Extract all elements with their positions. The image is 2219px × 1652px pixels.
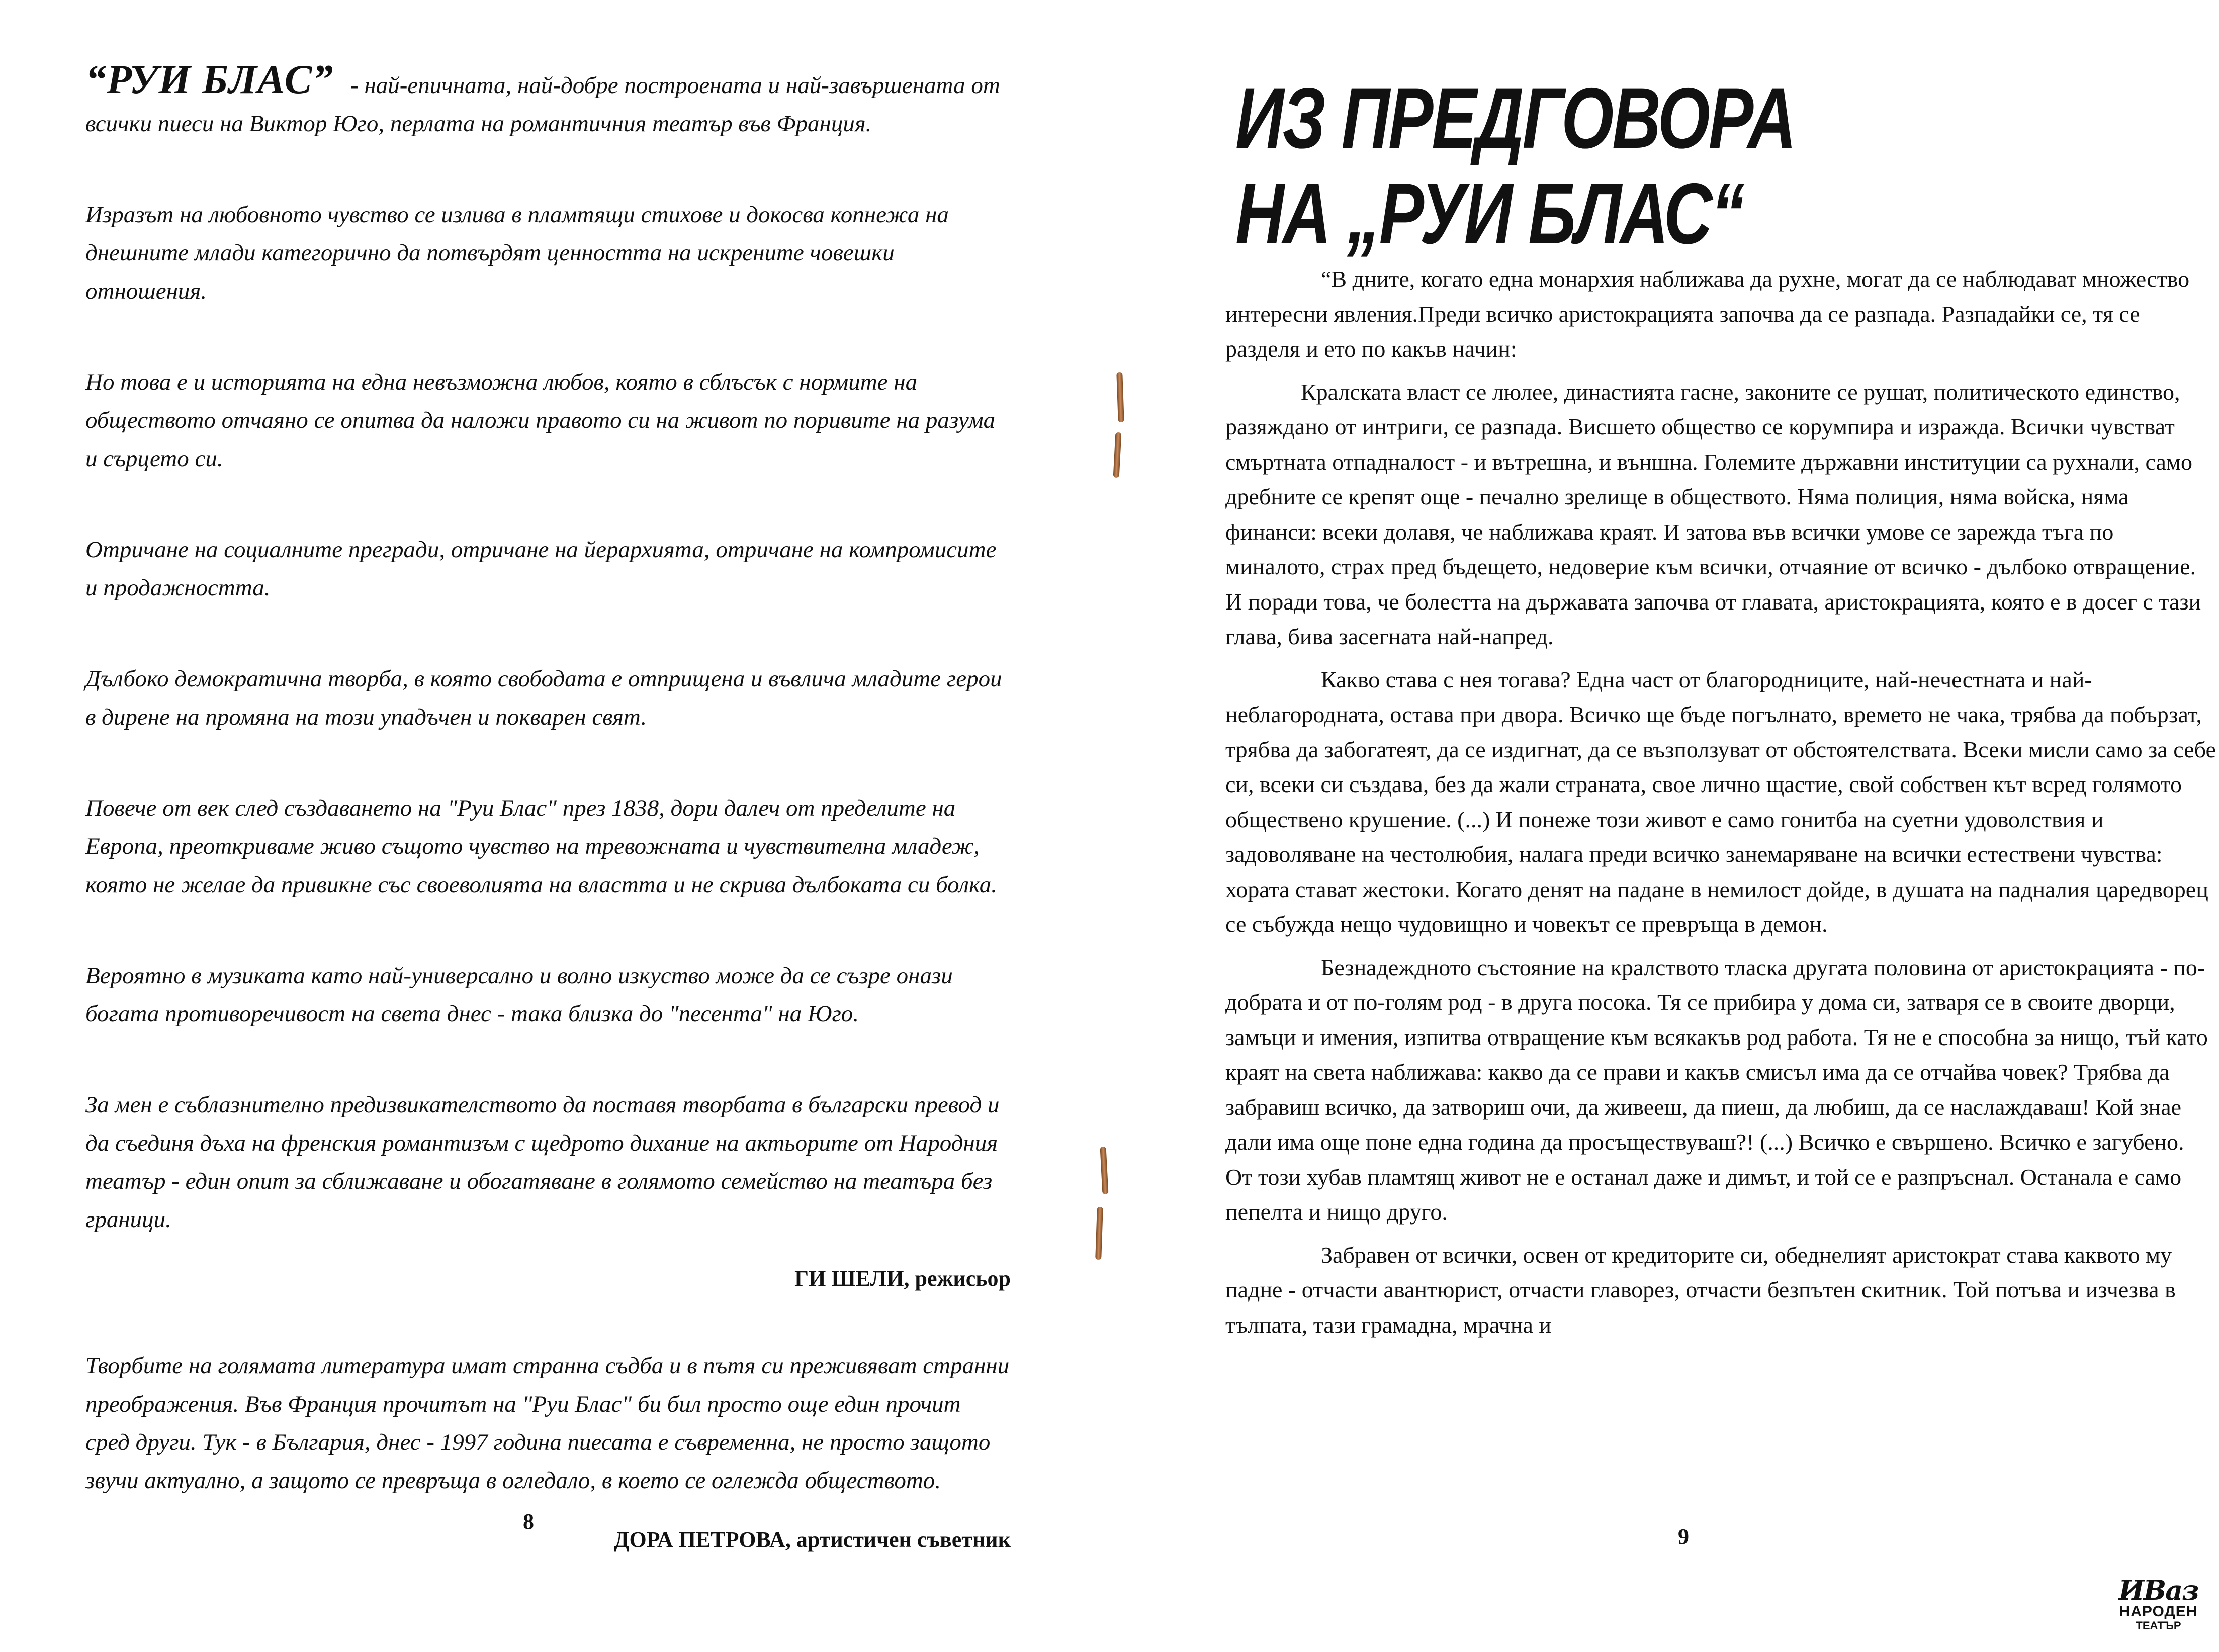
page-number: 9 bbox=[1678, 1524, 1689, 1549]
logo-label: ТЕАТЪР bbox=[2136, 1619, 2181, 1632]
paragraph: Забравен от всички, освен от кредиторите си, обеднелият аристократ става каквото му падне - отчасти авантюрист, отчасти главорез, отчасти безпътен скитник. Той потъва и изчезва в тълпата, тази грамадна, мрачна и bbox=[1225, 1242, 2176, 1338]
paragraph: Но това е и историята на една невъзможна любов, която в сблъсък с нормите на обществото отчаяно се опитва да наложи правото си на живот по поривите на разума и сърцето си. bbox=[85, 369, 996, 472]
page-right bbox=[1110, 0, 2219, 1652]
signature-name: ДОРА ПЕТРОВА bbox=[614, 1527, 785, 1552]
paragraph: Повече от век след създаването на "Руи Блас" през 1838, дори далеч от пределите на Европа, преоткриваме живо същото чувство на тревожната и чувствителна младеж, която не желае да привикне със своеволията на властта и не скрива дълбоката си болка. bbox=[85, 795, 998, 898]
page-heading bbox=[1235, 70, 1981, 262]
director-signature bbox=[85, 1261, 1011, 1296]
paragraph: “В дните, когато една монархия наближава да рухне, могат да се наблюдават множество интересни явления.Преди всичко аристокрацията започва да се разпада. Разпадайки се, тя се разделя и ето по какъв начин: bbox=[1225, 266, 2190, 362]
paragraph: Кралската власт се люлее, династията гасне, законите се рушат, политическото единство, разяждано от интриги, се разпада. Висшето общество се корумпира и изражда. Всички чувстват смъртната отпадналост - и вътрешна, и външна. Големите държавни институции са рухнали, само дребните се крепят още - печално зрелище в обществото. Няма полиция, няма войска, няма финанси: всеки долавя, че наближава краят. И затова във всички умове се зарежда тъга по миналото, страх пред бъдещето, недоверие към всички, отчаяние от всичко - дълбоко отвращение. И поради това, че болестта на държавата започва от главата, аристокрацията, която е в досег с тази глава, бива засегната най-напред. bbox=[1225, 379, 2201, 649]
intro-paragraph bbox=[85, 56, 1011, 143]
right-text-column bbox=[1225, 262, 2216, 1350]
page-number: 8 bbox=[523, 1509, 534, 1534]
signature-role: , режисьор bbox=[904, 1266, 1011, 1291]
paragraph: Отричане на социалните прегради, отричане на йерархията, отричане на компромисите и продажността. bbox=[85, 537, 997, 601]
advisor-signature bbox=[85, 1522, 1011, 1557]
closing-paragraph: Творбите на голямата литература имат странна съдба и в пътя си преживяват странни преображения. Във Франция прочитът на "Руи Блас" би бил просто още един прочит сред други. Тук - в България, днес - 1997 година пиесата е съвременна, не просто защото звучи актуално, а защото се превръща в огледало, в което се оглежда обществото. bbox=[85, 1353, 1010, 1494]
paragraph: Вероятно в музиката като най-универсално и волно изкуство може да се съзре онази богата противоречивост на света днес - така близка до "песента" на Юго. bbox=[85, 963, 953, 1027]
paragraph: Изразът на любовното чувство се излива в пламтящи стихове и докосва копнежа на днешните млади категорично да потвърдят ценността на искрените човешки отношения. bbox=[85, 202, 949, 304]
left-text-column bbox=[85, 56, 1011, 1608]
heading-line: НА „РУИ БЛАС“ bbox=[1235, 165, 1743, 262]
national-theatre-logo bbox=[2104, 1574, 2212, 1647]
play-title-lead: “РУИ БЛАС” bbox=[85, 56, 334, 102]
page-left bbox=[0, 0, 1109, 1652]
paragraph: Безнадеждното състояние на кралството тласка другата половина от аристокрацията - по-добрата и от по-голям род - в друга посока. Тя се прибира у дома си, затваря се в своите дворци, замъци и имения, изпитва отвращение към всякакъв род работа. Тя не е способна за нищо, тъй като краят на света наближава: какво да се прави и какъв смисъл има да се отчайва човек? Трябва да забравиш всичко, да затвориш очи, да живееш, да пиеш, да любиш, да се наслаждаваш! Кой знае дали има още поне една година да просъществуваш?! (...) Всичко е свършено. Всичко е загубено. От този хубав пламтящ живот не е останал даже и димът, и той се е разпръснал. Останала е само пепелта и нищо друго. bbox=[1225, 954, 2208, 1225]
intro-text: - най-епичната, най-добре построената и най-завършената от всички пиеси на Виктор Юго, перлата на романтичния театър във Франция. bbox=[85, 72, 1000, 137]
signature-role: , артистичен съветник bbox=[785, 1527, 1011, 1552]
paragraph: Какво става с нея тогава? Една част от благородниците, най-нечестната и най-неблагородната, остава при двора. Всичко ще бъде погълнато, времето не чака, трябва да побързат, трябва да забогатеят, да се издигнат, да се възползуват от обстоятелствата. Всеки мисли само за себе си, всеки си създава, без да жали страната, свое лично щастие, свой собствен кът всред голямото обществено крушение. (...) И понеже този живот е само гонитба на суетни удоволствия и задоволяване на честолюбия, налага преди всичко занемаряване на всички естествени чувства: хората стават жестоки. Когато денят на падане в немилост дойде, в душата на падналия царедворец се събужда нещо чудовищно и човекът се превръща в демон. bbox=[1225, 666, 2216, 937]
paragraph: За мен е съблазнително предизвикателството да поставя творбата в български превод и да съединя дъха на френския романтизъм с щедрото дихание на актьорите от Народния театър - един опит за сближаване и обогатяване в голямото семейство на театъра без граници. bbox=[85, 1092, 1000, 1233]
signature-name: ГИ ШЕЛИ bbox=[794, 1266, 904, 1291]
heading-line: ИЗ ПРЕДГОВОРА bbox=[1235, 70, 1795, 166]
paragraph: Дълбоко демократична творба, в която свободата е отприщена и въвлича младите герои в дирене на промяна на този упадъчен и покварен свят. bbox=[85, 666, 1002, 730]
logo-label: НАРОДЕН bbox=[2119, 1603, 2198, 1620]
logo-mark: ИВаз bbox=[2118, 1574, 2198, 1606]
